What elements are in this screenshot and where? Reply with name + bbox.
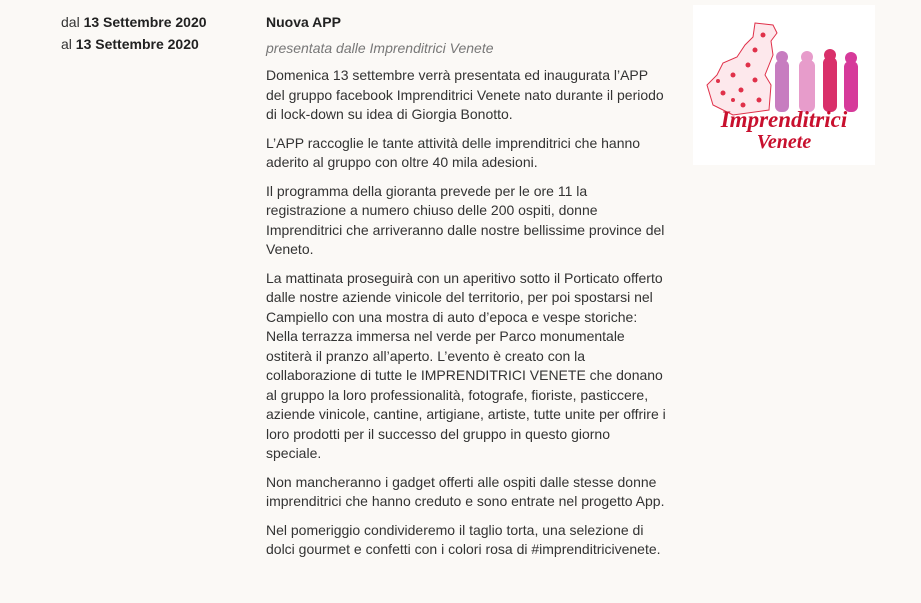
paragraph: La mattinata proseguirà con un aperitivo sotto il Porticato offerto dalle nostre aziende vinicole del territorio, per poi spostarsi nel Campiello con una mostra di auto d’epoca e vespe storiche: Nella terrazza immersa nel verde per Parco monumentale ostiterà il pranzo all’aperto. L’evento è creato con la collaborazione di tutte le IMPRENDITRICI VENETE che donano al gruppo la loro professionalità, fotografe, fioriste, pasticcere, aziende vinicole, cantine, artigiane, artiste, tutte unite per offrire i loro prodotti per il successo del gruppo in questo giorno speciale. xyxy=(266,269,666,461)
paragraph: Domenica 13 settembre verrà presentata ed inaugurata l’APP del gruppo facebook Imprenditrici Venete nato durante il periodo di lock-down su idea di Giorgia Bonotto. xyxy=(266,67,664,122)
logo-text-line2: Venete xyxy=(756,131,812,153)
veneto-map-shape xyxy=(707,23,777,115)
event-subtitle: presentata dalle Imprenditrici Venete xyxy=(266,39,494,56)
event-content xyxy=(266,13,666,569)
imprenditrici-venete-logo xyxy=(693,5,875,165)
women-silhouettes xyxy=(775,49,858,112)
event-dates xyxy=(61,11,207,55)
logo-text-line1: Imprenditrici xyxy=(720,107,848,132)
event-title: Nuova APP xyxy=(266,14,341,30)
paragraph: Nel pomeriggio condivideremo il taglio torta, una selezione di dolci gourmet e confetti con i colori rosa di #imprenditricivenete. xyxy=(266,521,661,557)
date-from: dal 13 Settembre 2020 xyxy=(61,14,207,30)
paragraph: Non mancheranno i gadget offerti alle ospiti dalle stesse donne imprenditrici che hanno creduto e sono entrate nel progetto App. xyxy=(266,473,665,509)
paragraph: L’APP raccoglie le tante attività delle imprenditrici che hanno aderito al gruppo con oltre 40 mila adesioni. xyxy=(266,134,641,170)
date-to: al 13 Settembre 2020 xyxy=(61,36,199,52)
paragraph: Il programma della gioranta prevede per le ore 11 la registrazione a numero chiuso delle 200 ospiti, donne Imprenditrici che arriveranno dalle nostre bellissime province del Veneto. xyxy=(266,182,665,257)
